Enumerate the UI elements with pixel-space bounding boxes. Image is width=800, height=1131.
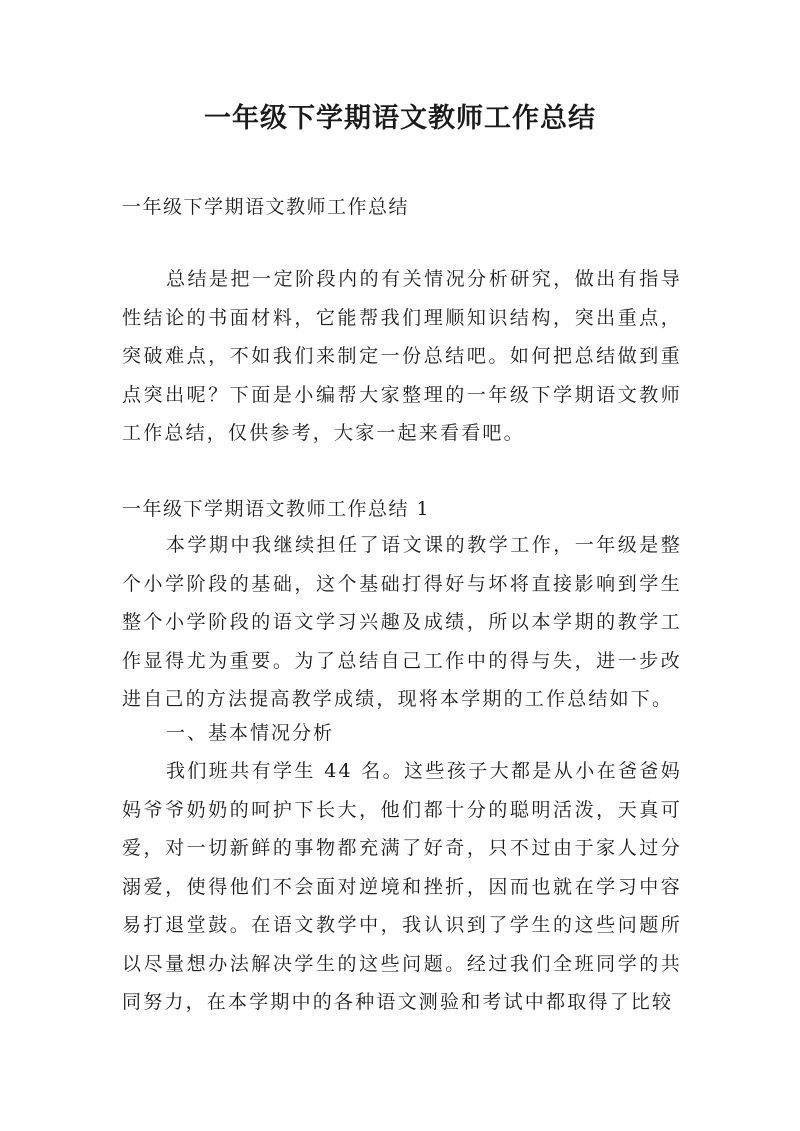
body-paragraph-2: 我们班共有学生 44 名。这些孩子大都是从小在爸爸妈妈爷爷奶奶的呵护下长大，他们都十分的聪明活泼，天真可爱，对一切新鲜的事物都充满了好奇，只不过由于家人过分溺爱，使得他们不会面对逆境和挫折，因而也就在学习中容易打退堂鼓。在语文教学中，我认识到了学生的这些问题所以尽量想办法解决学生的这些问题。经过我们全班同学的共同努力，在本学期中的各种语文测验和考试中都取得了比较 [122, 760, 682, 1013]
body-paragraph-1: 本学期中我继续担任了语文课的教学工作，一年级是整个小学阶段的基础，这个基础打得好与坏将直接影响到学生整个小学阶段的语文学习兴趣及成绩，所以本学期的教学工作显得尤为重要。为了总结自己工作中的得与失，进一步改进自己的方法提高教学成绩，现将本学期的工作总结如下。 [122, 534, 682, 710]
document-title: 一年级下学期语文教师工作总结 [204, 103, 596, 134]
subsection-heading-1: 一、基本情况分析 [166, 722, 335, 744]
intro-paragraph: 总结是把一定阶段内的有关情况分析研究，做出有指导性结论的书面材料，它能帮我们理顺知识结构，突出重点，突破难点，不如我们来制定一份总结吧。如何把总结做到重点突出呢？下面是小编帮大家整理的一年级下学期语文教师工作总结，仅供参考，大家一起来看看吧。 [122, 268, 682, 444]
section-heading: 一年级下学期语文教师工作总结 1 [122, 498, 431, 520]
document-subtitle: 一年级下学期语文教师工作总结 [122, 196, 410, 218]
